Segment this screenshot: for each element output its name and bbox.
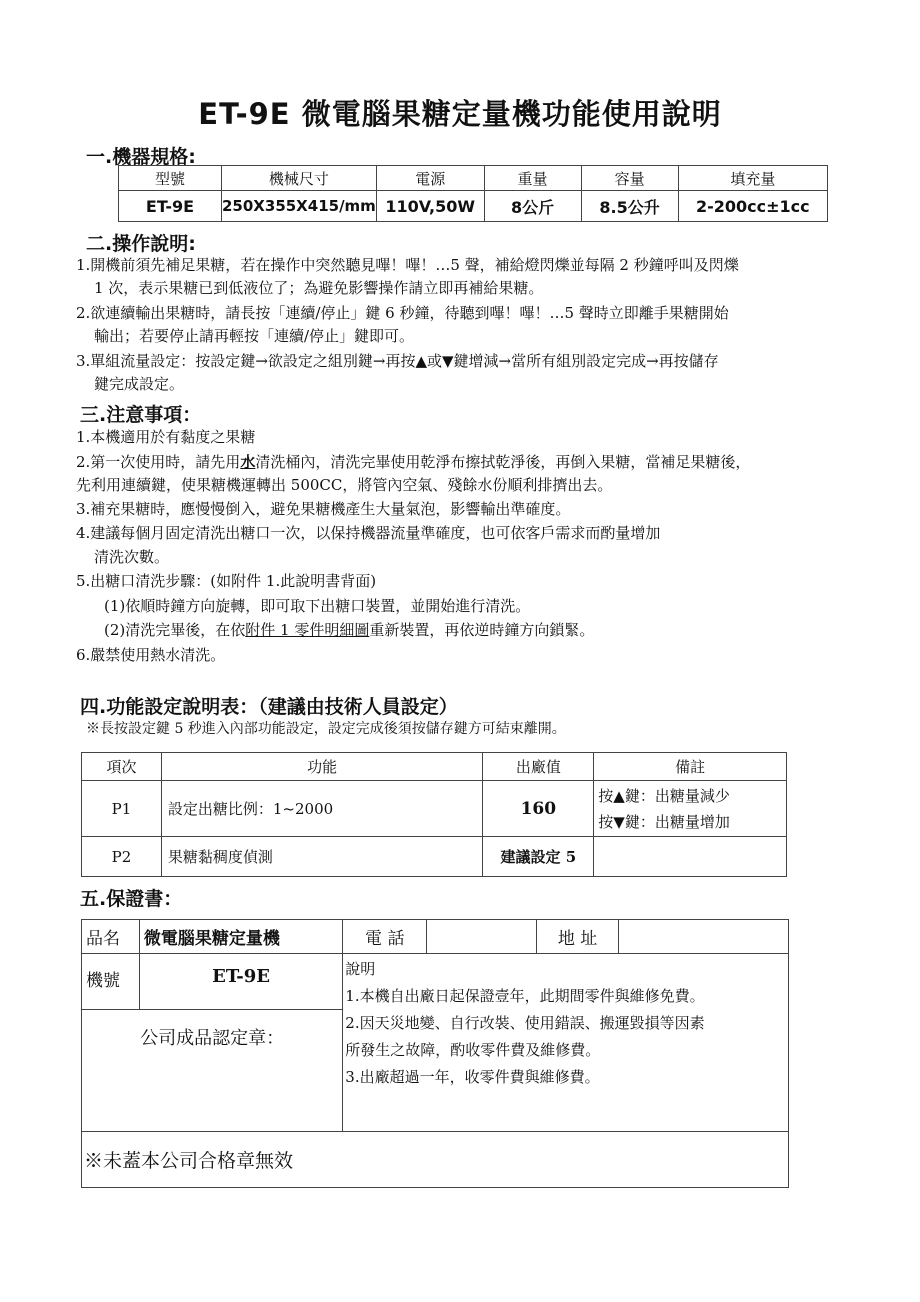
spec-header: 電源 <box>376 166 484 191</box>
spec-value: 8公斤 <box>484 191 581 222</box>
description-title: 說明 <box>345 960 376 978</box>
description-line: 1.本機自出廠日起保證壹年，此期間零件與維修免費。 <box>345 987 705 1005</box>
table-row <box>82 837 787 877</box>
note-text: 2.第一次使用時，請先用 <box>76 453 241 471</box>
spec-value: 2-200cc±1cc <box>678 191 827 222</box>
function-header-row <box>82 753 787 781</box>
warranty-table <box>81 919 789 1188</box>
description-line: 所發生之故障，酌收零件費及維修費。 <box>345 1041 601 1059</box>
note-text: 清洗桶內，清洗完畢使用乾淨布擦拭乾淨後，再倒入果糖，當補足果糖後， <box>255 453 751 471</box>
warranty-row <box>82 920 789 954</box>
function-item: P1 <box>82 781 162 837</box>
note-item <box>76 451 750 473</box>
warranty-row <box>82 954 789 1010</box>
spec-value: 250X355X415/mm <box>222 191 377 222</box>
function-header: 項次 <box>82 753 162 781</box>
function-note-line: 按▲鍵：出糖量減少 <box>598 786 730 805</box>
section-operation-heading: 二.操作說明: <box>86 233 196 255</box>
function-default: 建議設定 5 <box>483 837 594 877</box>
description-line: 2.因天災地變、自行改裝、使用錯誤、搬運毀損等因素 <box>345 1014 705 1032</box>
page-title: ET-9E 微電腦果糖定量機功能使用說明 <box>198 97 722 131</box>
section-functions-heading: 四.功能設定說明表：（建議由技術人員設定） <box>80 696 458 718</box>
note-item: 4.建議每個月固定清洗出糖口一次，以保持機器流量準確度，也可依客戶需求而酌量增加 <box>76 524 661 542</box>
section-spec-heading: 一.機器規格: <box>86 146 196 168</box>
note-emphasis: 水 <box>240 453 256 471</box>
spec-header: 填充量 <box>678 166 827 191</box>
spec-header: 重量 <box>484 166 581 191</box>
note-item: 5.出糖口清洗步驟：(如附件 1.此說明書背面) <box>76 572 377 590</box>
function-default: 160 <box>483 781 594 837</box>
spec-table <box>118 165 828 222</box>
operation-line: 1.開機前須先補足果糖，若在操作中突然聽見嗶！嗶！…5 聲，補給燈閃爍並每隔 2 秒鐘呼叫及閃爍 <box>76 256 739 274</box>
operation-line: 3.單組流量設定：按設定鍵→欲設定之組別鍵→再按▲或▼鍵增減→當所有組別設定完成→再按儲存 <box>76 352 719 370</box>
address-label: 地 址 <box>537 920 619 954</box>
note-subitem: (1)依順時鐘方向旋轉，即可取下出糖口裝置，並開始進行清洗。 <box>104 597 531 615</box>
functions-note: ※長按設定鍵 5 秒進入內部功能設定，設定完成後須按儲存鍵方可結束離開。 <box>86 721 566 737</box>
function-note <box>594 781 787 837</box>
note-item: 1.本機適用於有黏度之果糖 <box>76 428 256 446</box>
warranty-description <box>343 954 789 1132</box>
table-row <box>82 781 787 837</box>
product-value: 微電腦果糖定量機 <box>139 920 342 954</box>
spec-header: 機械尺寸 <box>222 166 377 191</box>
spec-value-row <box>119 191 828 222</box>
spec-header: 容量 <box>581 166 678 191</box>
note-subitem <box>104 619 594 641</box>
function-note <box>594 837 787 877</box>
note-item: 6.嚴禁使用熱水清洗。 <box>76 646 226 664</box>
note-emphasis: 附件 1 零件明細圖 <box>245 621 370 639</box>
warranty-footer: ※未蓋本公司合格章無效 <box>82 1132 789 1188</box>
section-notes-heading: 三.注意事項： <box>80 404 202 426</box>
product-label: 品名 <box>82 920 140 954</box>
note-item: 清洗次數。 <box>94 548 170 566</box>
company-stamp-label: 公司成品認定章： <box>82 1010 343 1132</box>
note-item: 先利用連續鍵，使果糖機運轉出 500CC，將管內空氣、殘餘水份順利排擠出去。 <box>76 476 613 494</box>
spec-value: ET-9E <box>119 191 222 222</box>
address-value <box>619 920 789 954</box>
function-table <box>81 752 787 877</box>
function-item: P2 <box>82 837 162 877</box>
operation-line: 1 次，表示果糖已到低液位了；為避免影響操作請立即再補給果糖。 <box>94 279 544 297</box>
function-header: 出廠值 <box>483 753 594 781</box>
spec-header-row <box>119 166 828 191</box>
operation-line: 鍵完成設定。 <box>94 375 185 393</box>
function-header: 功能 <box>161 753 483 781</box>
spec-value: 8.5公升 <box>581 191 678 222</box>
phone-value <box>427 920 537 954</box>
function-desc: 果糖黏稠度偵測 <box>161 837 483 877</box>
note-text: (2)清洗完畢後，在依 <box>104 621 246 639</box>
function-desc: 設定出糖比例：1~2000 <box>161 781 483 837</box>
operation-line: 2.欲連續輸出果糖時，請長按「連續/停止」鍵 6 秒鐘，待聽到嗶！嗶！…5 聲時立即離手果糖開始 <box>76 304 729 322</box>
model-value: ET-9E <box>139 954 342 1010</box>
warranty-row <box>82 1132 789 1188</box>
note-text: 重新裝置，再依逆時鐘方向鎖緊。 <box>369 621 595 639</box>
function-header: 備註 <box>594 753 787 781</box>
function-note-line: 按▼鍵：出糖量增加 <box>598 812 730 831</box>
description-line: 3.出廠超過一年，收零件費與維修費。 <box>345 1068 600 1086</box>
spec-value: 110V,50W <box>376 191 484 222</box>
section-warranty-heading: 五.保證書： <box>80 888 183 910</box>
spec-header: 型號 <box>119 166 222 191</box>
model-label: 機號 <box>82 954 140 1010</box>
note-item: 3.補充果糖時，應慢慢倒入，避免果糖機產生大量氣泡，影響輸出準確度。 <box>76 500 571 518</box>
phone-label: 電 話 <box>343 920 427 954</box>
operation-line: 輸出；若要停止請再輕按「連續/停止」鍵即可。 <box>94 327 415 345</box>
